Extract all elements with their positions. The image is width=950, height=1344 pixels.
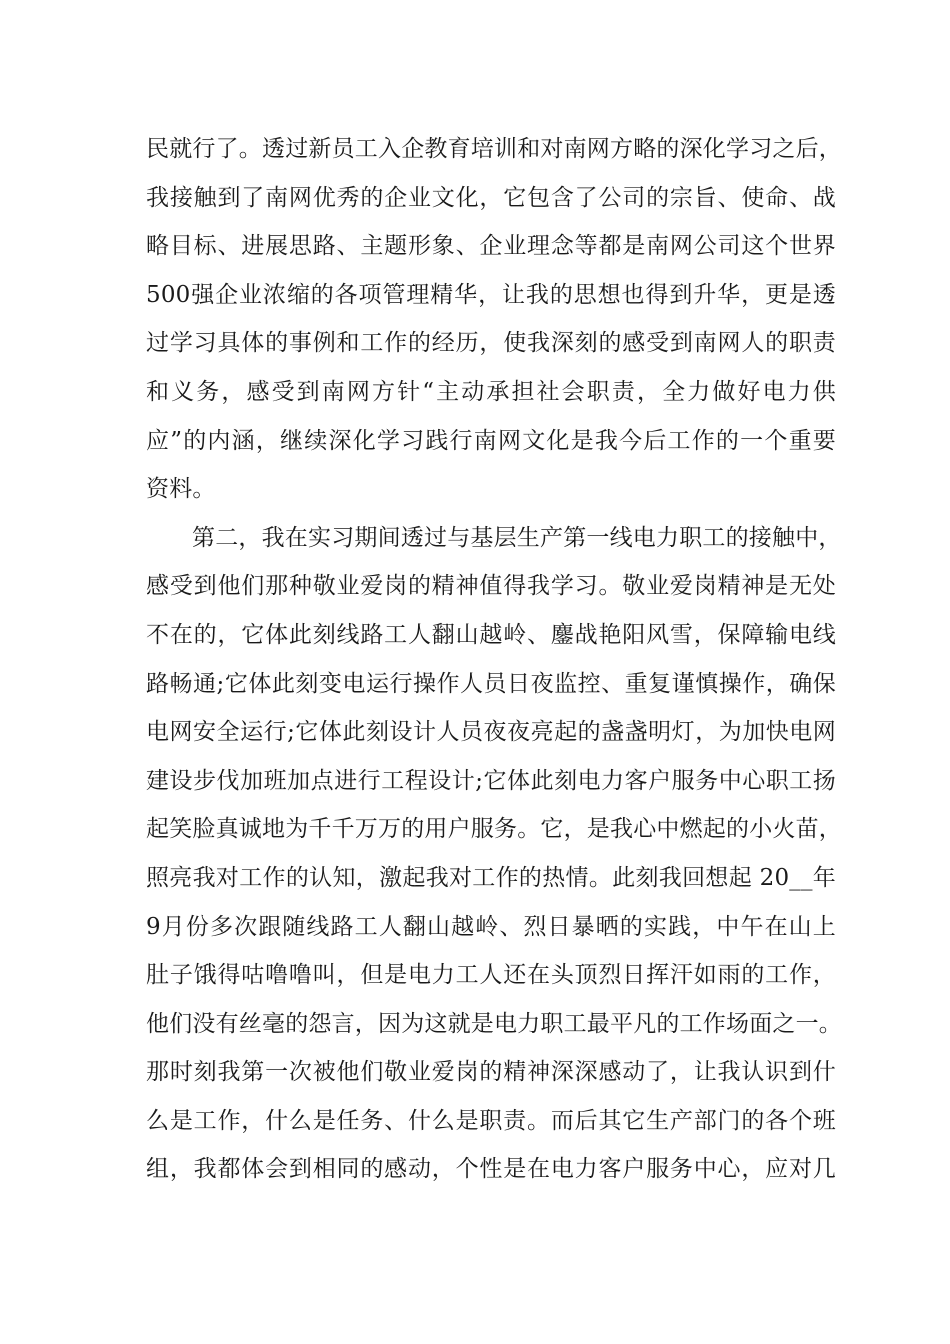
text-line: 资料。 — [146, 476, 216, 503]
text-line: 建设步伐加班加点进行工程设计;它体此刻电力客户服务中心职工扬 — [146, 767, 836, 794]
text-line: 组，我都体会到相同的感动，个性是在电力客户服务中心，应对几 — [146, 1156, 836, 1183]
text-line: 感受到他们那种敬业爱岗的精神值得我学习。敬业爱岗精神是无处 — [146, 573, 836, 600]
text-line: 照亮我对工作的认知，激起我对工作的热情。此刻我回想起 20__年 — [146, 864, 836, 891]
text-line: 电网安全运行;它体此刻设计人员夜夜亮起的盏盏明灯，为加快电网 — [146, 719, 836, 746]
text-line: 路畅通;它体此刻变电运行操作人员日夜监控、重复谨慎操作，确保 — [146, 670, 836, 697]
text-line: 应”的内涵，继续深化学习践行南网文化是我今后工作的一个重要 — [146, 427, 836, 454]
body-text — [146, 125, 842, 1194]
paragraph-1 — [146, 125, 842, 514]
text-line: 9月份多次跟随线路工人翻山越岭、烈日暴晒的实践，中午在山上 — [146, 913, 836, 940]
text-line: 么是工作，什么是任务、什么是职责。而后其它生产部门的各个班 — [146, 1107, 836, 1134]
text-line: 他们没有丝毫的怨言，因为这就是电力职工最平凡的工作场面之一。 — [146, 1010, 842, 1037]
text-line: 不在的，它体此刻线路工人翻山越岭、鏖战艳阳风雪，保障输电线 — [146, 621, 836, 648]
text-line: 我接触到了南网优秀的企业文化，它包含了公司的宗旨、使命、战 — [146, 184, 836, 211]
text-line: 那时刻我第一次被他们敬业爱岗的精神深深感动了，让我认识到什 — [146, 1059, 836, 1086]
text-line: 起笑脸真诚地为千千万万的用户服务。它，是我心中燃起的小火苗， — [146, 816, 842, 843]
text-line: 500强企业浓缩的各项管理精华，让我的思想也得到升华，更是透 — [146, 281, 836, 308]
text-line: 和义务，感受到南网方针“主动承担社会职责，全力做好电力供 — [146, 378, 836, 405]
text-line: 第二，我在实习期间透过与基层生产第一线电力职工的接触中， — [192, 524, 842, 551]
text-line: 略目标、进展思路、主题形象、企业理念等都是南网公司这个世界 — [146, 233, 836, 260]
text-line: 肚子饿得咕噜噜叫，但是电力工人还在头顶烈日挥汗如雨的工作， — [146, 962, 836, 989]
text-line: 民就行了。透过新员工入企教育培训和对南网方略的深化学习之后， — [146, 136, 842, 162]
paragraph-2 — [146, 514, 842, 1194]
text-line: 过学习具体的事例和工作的经历，使我深刻的感受到南网人的职责 — [146, 330, 836, 357]
